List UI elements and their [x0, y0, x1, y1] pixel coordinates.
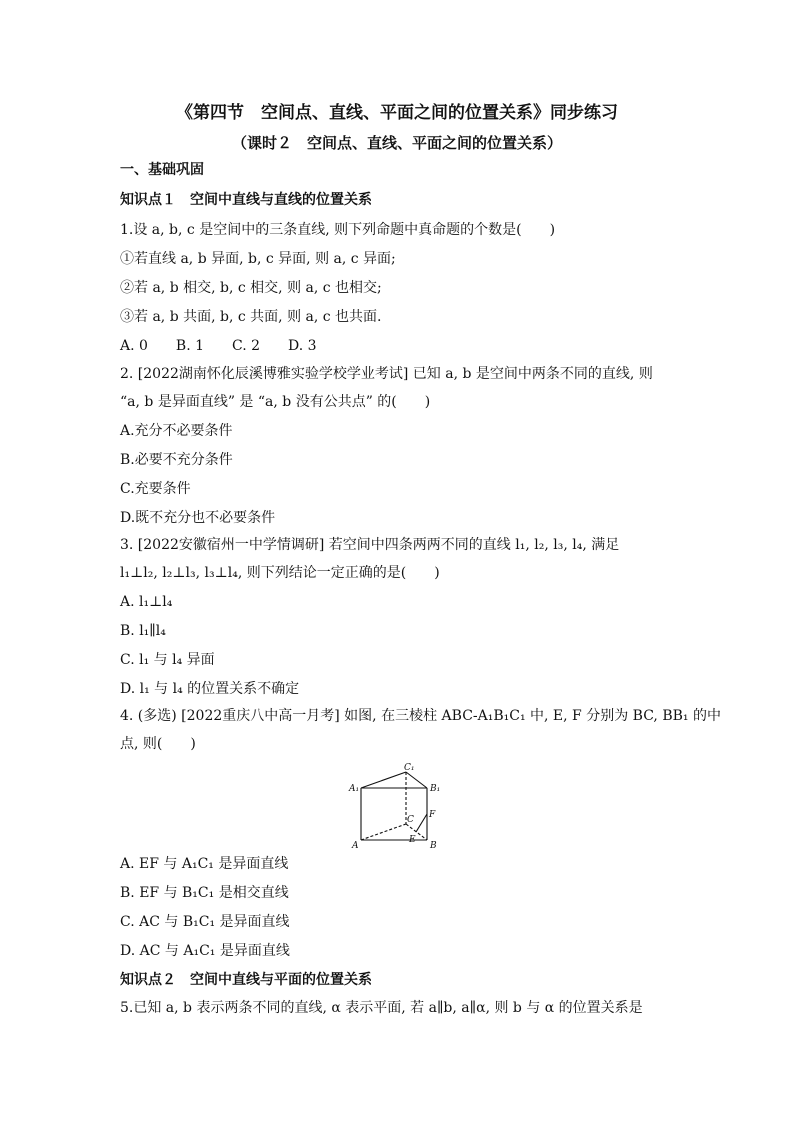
- q3-stem-line2: l₁⊥l₂, l₂⊥l₃, l₃⊥l₄, 则下列结论一定正确的是( ): [120, 565, 440, 581]
- label-C1: C₁: [404, 763, 415, 773]
- q4-option-a: A. EF 与 A₁C₁ 是异面直线: [120, 856, 289, 872]
- label-C: C: [407, 815, 414, 825]
- q5-stem: 5.已知 a, b 表示两条不同的直线, α 表示平面, 若 a∥b, a∥α, 则 b 与 α 的位置关系是: [120, 1000, 643, 1016]
- triangular-prism-figure: [348, 762, 448, 854]
- q4-option-c: C. AC 与 B₁C₁ 是异面直线: [120, 914, 290, 930]
- q1-statement-3: ③若 a, b 共面, b, c 共面, 则 a, c 也共面.: [120, 309, 382, 325]
- q1-stem: 1.设 a, b, c 是空间中的三条直线, 则下列命题中真命题的个数是( ): [120, 222, 556, 238]
- edge-AC-hidden: [361, 824, 406, 840]
- q4-option-b: B. EF 与 B₁C₁ 是相交直线: [120, 885, 289, 901]
- knowledge-point-2: 知识点２ 空间中直线与平面的位置关系: [120, 972, 372, 988]
- label-E: E: [409, 835, 416, 845]
- q4-stem-line2: 点, 则( ): [120, 736, 196, 752]
- q2-option-b: B.必要不充分条件: [120, 452, 233, 468]
- q3-option-b: B. l₁∥l₄: [120, 623, 166, 639]
- label-B: B: [430, 841, 437, 851]
- label-B1: B₁: [430, 784, 441, 794]
- q1-statement-2: ②若 a, b 相交, b, c 相交, 则 a, c 也相交;: [120, 280, 382, 296]
- q2-option-d: D.既不充分也不必要条件: [120, 510, 276, 526]
- q4-stem-line1: 4. (多选) [2022重庆八中高一月考] 如图, 在三棱柱 ABC-A₁B₁C₁ 中, E, F 分别为 BC, BB₁ 的中: [120, 708, 721, 724]
- q3-option-a: A. l₁⊥l₄: [120, 594, 173, 610]
- label-A: A: [352, 841, 359, 851]
- q2-stem-line2: “a, b 是异面直线” 是 “a, b 没有公共点” 的( ): [120, 394, 431, 410]
- label-F: F: [429, 810, 436, 820]
- edge-C1B1: [406, 772, 427, 788]
- segment-EF: [416, 814, 427, 832]
- q3-option-c: C. l₁ 与 l₄ 异面: [120, 652, 215, 668]
- q1-statement-1: ①若直线 a, b 异面, b, c 异面, 则 a, c 异面;: [120, 251, 396, 267]
- q3-option-d: D. l₁ 与 l₄ 的位置关系不确定: [120, 681, 300, 697]
- q2-option-c: C.充要条件: [120, 481, 191, 497]
- label-A1: A₁: [349, 784, 360, 794]
- q4-option-d: D. AC 与 A₁C₁ 是异面直线: [120, 943, 290, 959]
- q2-stem-line1: 2. [2022湖南怀化辰溪博雅实验学校学业考试] 已知 a, b 是空间中两条不同的直线, 则: [120, 366, 653, 382]
- document-title: 《第四节 空间点、直线、平面之间的位置关系》同步练习: [176, 103, 618, 123]
- knowledge-point-1: 知识点１ 空间中直线与直线的位置关系: [120, 192, 372, 208]
- section-heading: 一、基础巩固: [120, 162, 204, 178]
- edge-A1C1: [361, 772, 406, 788]
- q1-options: A. 0 B. 1 C. 2 D. 3: [120, 338, 317, 354]
- document-subtitle: （课时２ 空间点、直线、平面之间的位置关系）: [231, 134, 562, 152]
- q2-option-a: A.充分不必要条件: [120, 423, 233, 439]
- q3-stem-line1: 3. [2022安徽宿州一中学情调研] 若空间中四条两两不同的直线 l₁, l₂, l₃, l₄, 满足: [120, 537, 620, 553]
